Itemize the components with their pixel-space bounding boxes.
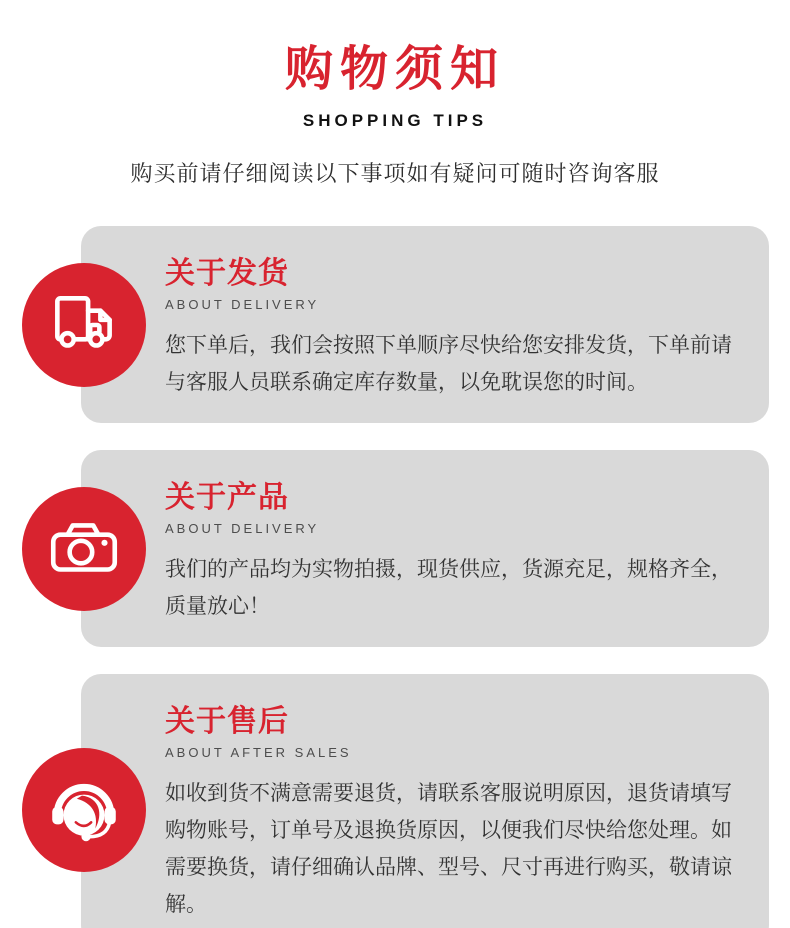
section-product bbox=[81, 450, 769, 647]
section-subtitle-en: ABOUT DELIVERY bbox=[165, 521, 320, 536]
customer-service-icon bbox=[43, 769, 125, 851]
section-title: 关于售后 bbox=[165, 705, 289, 738]
page-title: 购物须知 bbox=[284, 43, 505, 96]
section-content bbox=[165, 248, 743, 401]
camera-icon bbox=[43, 508, 125, 590]
page-subtitle-en: SHOPPING TIPS bbox=[302, 111, 488, 130]
after-sales-badge bbox=[22, 748, 146, 872]
section-content bbox=[165, 696, 743, 923]
section-delivery bbox=[81, 226, 769, 423]
section-body: 如收到货不满意需要退货，请联系客服说明原因，退货请填写购物账号，订单号及退换货原因，以便我们尽快给您处理。如需要换货，请仔细确认品牌、型号、尺寸再进行购买，敬请谅解。 bbox=[165, 782, 732, 916]
section-after-sales bbox=[81, 674, 769, 928]
section-body: 您下单后，我们会按照下单顺序尽快给您安排发货，下单前请与客服人员联系确定库存数量，以免耽误您的时间。 bbox=[165, 334, 732, 394]
intro-text: 购买前请仔细阅读以下事项如有疑问可随时咨询客服 bbox=[130, 161, 660, 186]
section-title: 关于发货 bbox=[165, 257, 289, 290]
truck-icon bbox=[43, 284, 125, 366]
section-content bbox=[165, 472, 743, 625]
section-subtitle-en: ABOUT DELIVERY bbox=[165, 297, 320, 312]
product-badge bbox=[22, 487, 146, 611]
section-body: 我们的产品均为实物拍摄，现货供应，货源充足，规格齐全，质量放心！ bbox=[165, 558, 732, 618]
section-subtitle-en: ABOUT AFTER SALES bbox=[165, 745, 352, 760]
sections-list bbox=[0, 226, 790, 928]
section-title: 关于产品 bbox=[165, 481, 289, 514]
delivery-badge bbox=[22, 263, 146, 387]
